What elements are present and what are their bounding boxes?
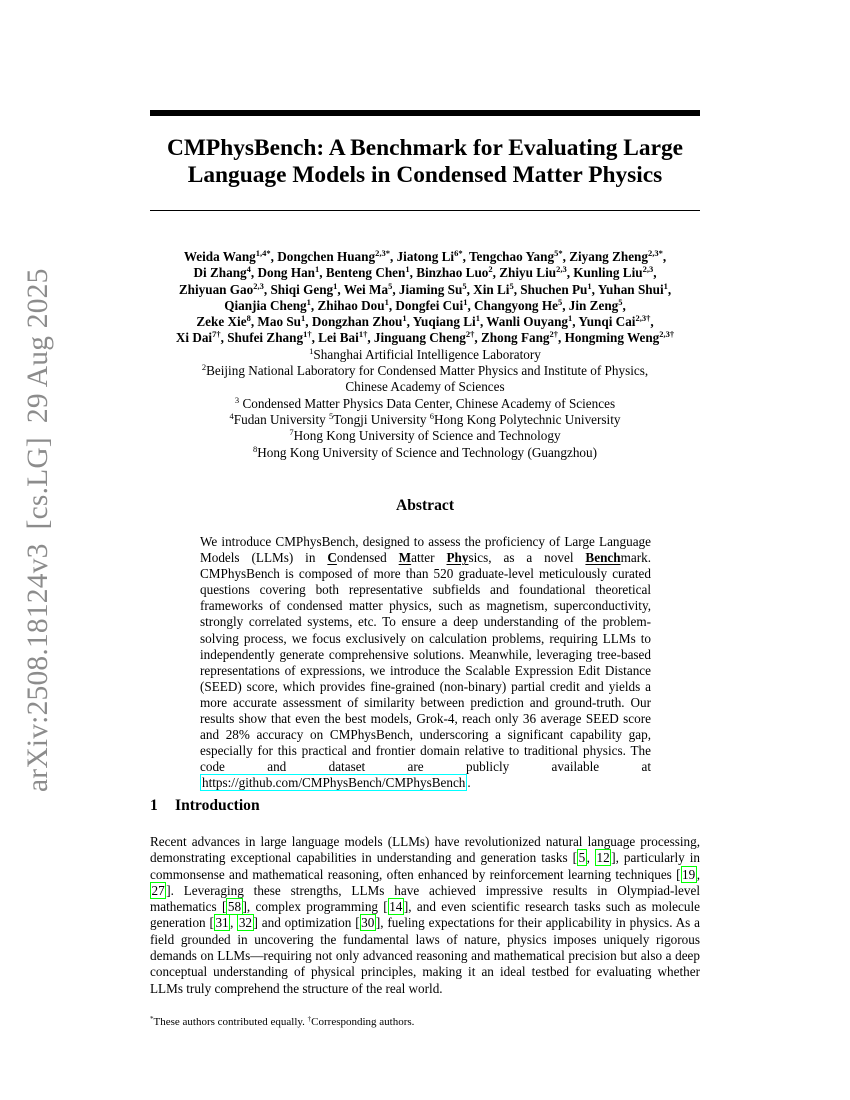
author-name: Dongzhan Zhou — [311, 314, 403, 330]
author-name: Dongfei Cui — [395, 297, 464, 313]
author-name: Shufei Zhang — [227, 330, 304, 346]
introduction-paragraph: Recent advances in large language models (LLMs) have revolutionized natural language processing, demonstrating exceptional capabilities in understanding and generation tasks [ 5 , 12 ], particularly in commonsense and mathematical reasoning, often enhanced by reinforcement learning techniques [ 19 , 27 ]. Leveraging these strengths, LLMs have achieved impressive results in Olympiad-level mathematics [ 58 ], complex programming [ 14 ], and even scientific research tasks such as molecule generation [ 31 , 32 ] and optimization [ 30 ], fueling expectations for their applicability in physics. As a field grounded in uncovering the fundamental laws of nature, physics imposes uniquely rigorous demands on LLMs—requiring not only advanced reasoning and mathematical precision but also a deep conceptual understanding of physical principles, making it an ideal testbed for evaluating whether LLMs truly comprehend the structure of the real world. — [150, 834, 701, 996]
author-name: Tengchao Yang — [468, 249, 555, 264]
author-name: Benteng Chen — [325, 265, 406, 281]
author-name: Kunling Liu — [573, 265, 643, 281]
affiliation-8: $^8$Hong Kong University of Science and Technology (Guangzhou) — [252, 443, 598, 460]
author-block — [150, 249, 700, 461]
author-name: Zhihao Dou — [317, 297, 385, 313]
author-name: Jiaming Su — [398, 281, 463, 297]
citation-link[interactable]: 30 — [361, 915, 375, 931]
arxiv-identifier-stamp — [22, 268, 55, 792]
author-name: Mao Su — [257, 314, 302, 330]
affiliation-7: $^7$Hong Kong University of Science and Technology — [289, 427, 561, 444]
author-name: Jinguang Cheng — [373, 330, 466, 346]
citation-link[interactable]: 32 — [238, 915, 252, 931]
author-name: Jin Zeng — [568, 297, 619, 313]
author-name: Dongchen Huang — [277, 249, 376, 264]
github-link[interactable]: https://github.com/CMPhysBench/CMPhysBench — [202, 775, 466, 791]
citation-link[interactable]: 19 — [682, 866, 696, 882]
affiliation-4-5-6: $^4$Fudan University $^5$Tongji University $^6$Hong Kong Polytechnic University — [229, 410, 621, 427]
author-name: Ziyang Zheng — [569, 249, 648, 264]
author-list: Weida Wang$^{1,4*}$, Dongchen Huang$^{2,3*}$, Jiatong $Li^{6*}$, Tengchao Yang$^{5*}$, Ziyang Zheng$^{2,3*}$, Di Zhang$^4$, Dong Han$^1$, Benteng Chen$^1$, Binzhao Luo$^2$, Zhiyu Liu$^{2,3}$, Kunling Liu$^{2,3}$, Zhiyuan Gao$^{2,3}$, Shiqi Geng$^1$, Wei Ma$^5$, Jiaming Su$^5$, Xin Li$^5$, Shuchen Pu$^1$, Yuhan Shui$^1$, Qianjia Cheng$^1$, Zhihao Dou$^1$, Dongfei Cui$^1$, Changyong He$^5$, Jin Zeng$^5$, Zeke Xie$^8$, Mao Su$^1$, Dongzhan Zhou$^1$, Yuqiang Li$^1$, Wanli Ouyang$^1$, Yunqi Cai$^{2,3\dagger}$, Xi Dai$^{7\dagger}$, Shufei Zhang$^{1\dagger}$, Lei Bai$^{1\dagger}$, Jinguang Cheng$^{2\dagger}$, Zhong Fang$^{2\dagger}$, Hongming Weng$^{2,3\dagger}$ — [175, 248, 675, 346]
author-name: Shiqi Geng — [270, 281, 334, 297]
paper-title — [150, 135, 700, 189]
citation-link[interactable]: 58 — [227, 899, 242, 915]
author-name: Changyong He — [474, 297, 558, 313]
affiliation-2: $^2$Beijing National Laboratory for Condensed Matter Physics and Institute of Physics, Chinese Academy of Sciences — [201, 362, 649, 395]
title-line-1: CMPhysBench: A Benchmark for Evaluating Large — [166, 135, 684, 161]
abstract-body: We introduce CMPhysBench, designed to assess the proficiency of Large Language Models (LLMs) in Condensed Matter Physics, as a novel Benchmark. CMPhysBench is composed of more than 520 graduate-level meticulously curated questions covering both representative subfields and foundational theoretical frameworks of condensed matter physics, such as magnetism, superconductivity, strongly correlated systems, etc. To ensure a deep understanding of the problem-solving process, we focus exclusively on calculation problems, requiring LLMs to independently generate comprehensive solutions. Meanwhile, leveraging tree-based representations of expressions, we introduce the Scalable Expression Edit Distance (SEED) score, which provides fine-grained (non-binary) partial credit and yields a more accurate assessment of similarity between prediction and ground-truth. Our results show that even the best models, Grok-4, reach only 36 average SEED score and 28% accuracy on CMPhysBench, underscoring a significant capability gap, especially for this practical and frontier domain relative to traditional physics. The code and dataset are publicly available at https://github.com/CMPhysBench/CMPhysBench . — [200, 534, 651, 791]
arxiv-category: [cs.LG] — [22, 437, 54, 530]
author-name: Di Zhang — [193, 265, 247, 281]
arxiv-date: 29 Aug 2025 — [22, 268, 54, 424]
footnote: *These authors contributed equally. †Corresponding authors. — [150, 1015, 415, 1028]
author-name: Zhiyuan Gao — [178, 281, 254, 297]
author-name: Xi Dai — [175, 330, 213, 346]
title-top-rule — [150, 110, 700, 116]
citation-link[interactable]: 31 — [215, 915, 229, 931]
affiliation-3: $^3$ Condensed Matter Physics Data Center, Chinese Academy of Sciences — [234, 394, 616, 411]
citation-link[interactable]: 14 — [389, 899, 403, 915]
abstract-heading: Abstract — [395, 497, 455, 514]
author-name: Jiatong Li — [396, 249, 455, 264]
author-name: Wei Ma — [343, 281, 389, 297]
author-name: Xin Li — [473, 281, 510, 297]
title-line-2: Language Models in Condensed Matter Physics — [187, 162, 663, 188]
author-name: Binzhao Luo — [416, 265, 489, 281]
author-name: Yunqi Cai — [578, 314, 636, 330]
author-name: Weida Wang — [183, 249, 256, 264]
citation-link[interactable]: 27 — [151, 882, 165, 898]
title-bottom-rule — [150, 210, 700, 211]
author-name: Zhong Fang — [481, 330, 550, 346]
author-name: Zhiyu Liu — [499, 265, 557, 281]
author-name: Qianjia Cheng — [224, 297, 307, 313]
author-name: Yuqiang Li — [412, 314, 476, 330]
author-name: Yuhan Shui — [597, 281, 664, 297]
author-name: Shuchen Pu — [520, 281, 588, 297]
author-name: Dong Han — [257, 265, 316, 281]
section-heading-introduction: 1 Introduction — [150, 797, 260, 814]
arxiv-id: arXiv:2508.18124v3 — [22, 543, 54, 792]
author-name: Hongming Weng — [564, 330, 660, 346]
author-name: Wanli Ouyang — [486, 314, 569, 330]
citation-link[interactable]: 5 — [578, 850, 586, 866]
author-name: Zeke Xie — [196, 314, 247, 330]
citation-link[interactable]: 12 — [596, 850, 610, 866]
affiliation-1: $^1$Shanghai Artificial Intelligence Laboratory — [309, 345, 541, 362]
author-name: Lei Bai — [318, 330, 359, 346]
